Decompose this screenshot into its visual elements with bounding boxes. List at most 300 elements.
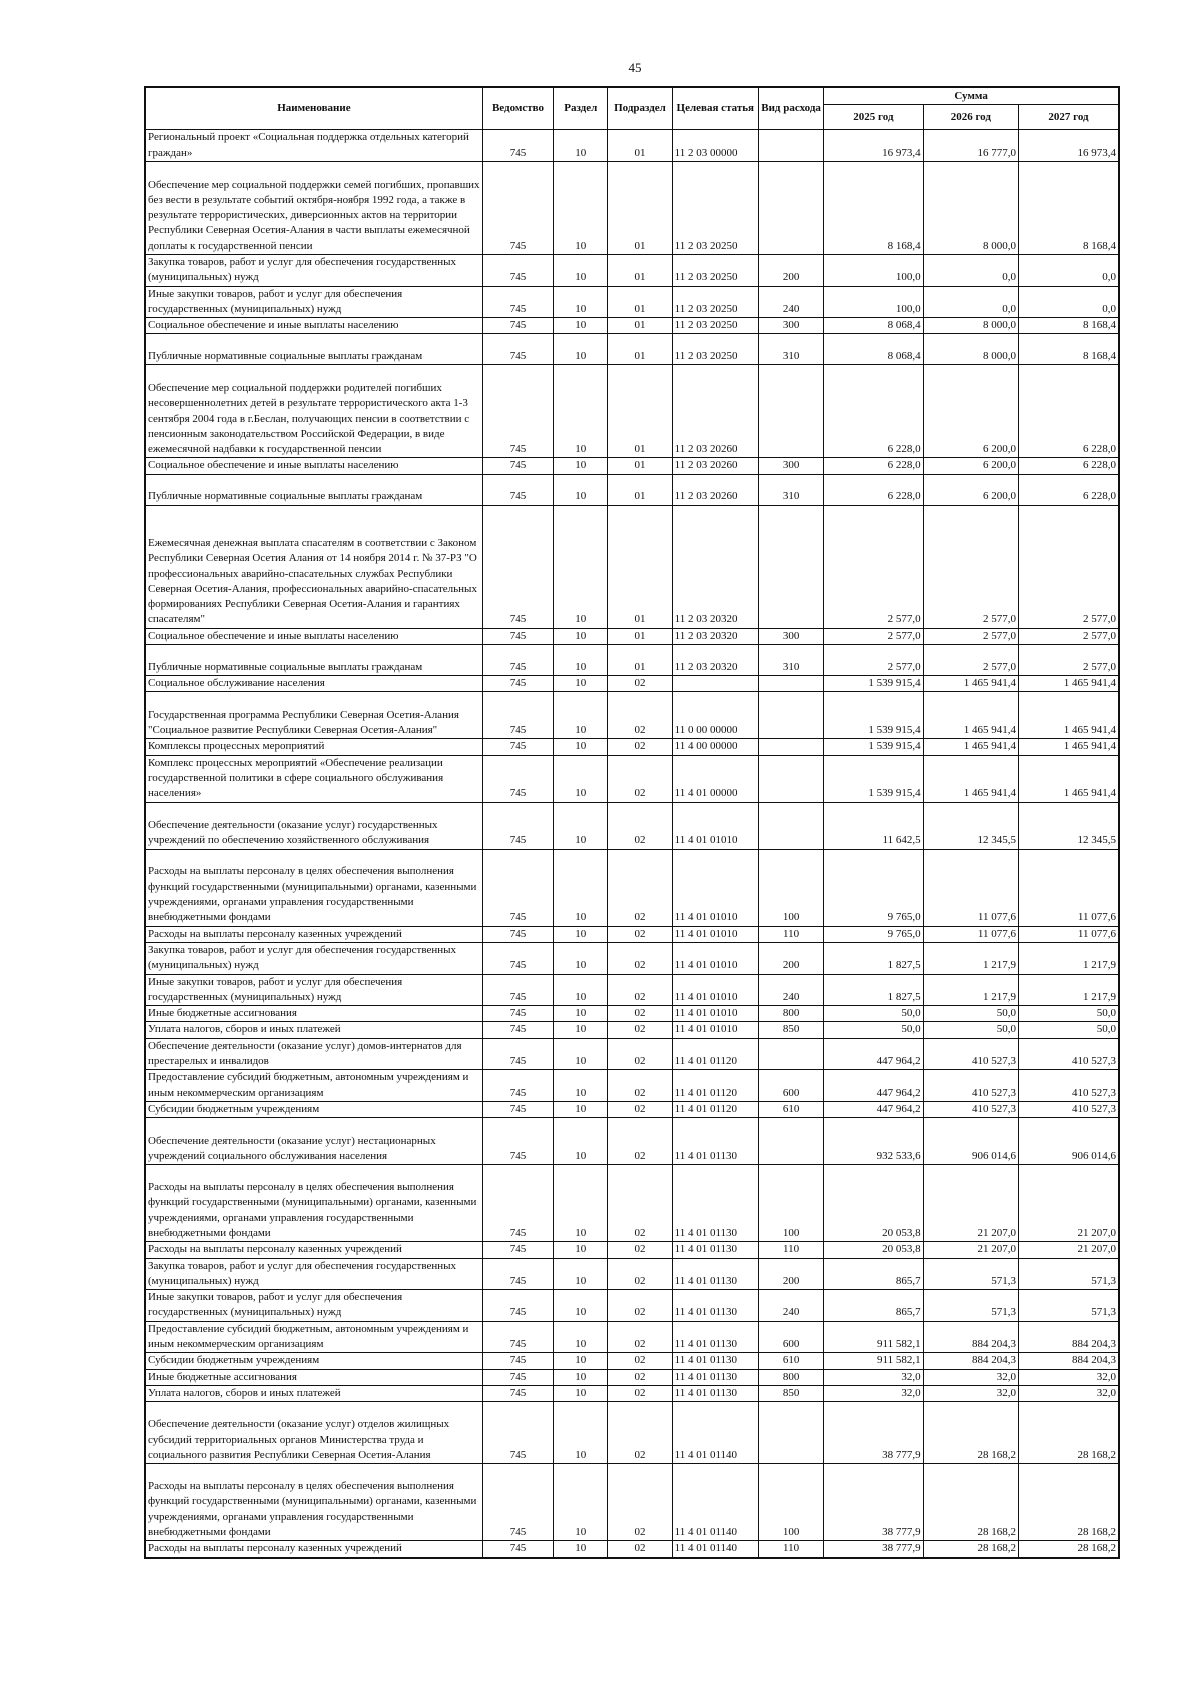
row-name-cell: Предоставление субсидий бюджетным, автономным учреждениям и иным некоммерческим организациям <box>145 1321 482 1353</box>
row-sum-2026-cell: 28 168,2 <box>923 1402 1018 1464</box>
row-razdel-cell: 10 <box>554 318 608 334</box>
row-razdel-cell: 10 <box>554 1101 608 1117</box>
row-sum-2026-cell: 0,0 <box>923 255 1018 287</box>
row-name-cell: Расходы на выплаты персоналу казенных учреждений <box>145 1242 482 1258</box>
row-sum-2027-cell: 21 207,0 <box>1018 1165 1119 1242</box>
row-celevaya-statya-cell: 11 4 01 01130 <box>672 1290 758 1322</box>
row-vedomstvo-cell: 745 <box>482 1006 553 1022</box>
row-celevaya-statya-cell: 11 2 03 20320 <box>672 645 758 676</box>
row-podrazdel-cell: 01 <box>608 365 672 458</box>
row-sum-2025-cell: 865,7 <box>824 1258 923 1290</box>
row-name-cell: Обеспечение мер социальной поддержки семей погибших, пропавших без вести в результате событий октября-ноября 1992 года, а также в результате террористических, диверсионных актов на территории Республики Северная Осетия-Алания в части выплаты ежемесячной доплаты к государственной пенсии <box>145 162 482 255</box>
row-sum-2026-cell: 0,0 <box>923 286 1018 318</box>
row-razdel-cell: 10 <box>554 334 608 365</box>
table-row <box>145 1353 1119 1369</box>
row-sum-2025-cell: 50,0 <box>824 1006 923 1022</box>
row-sum-2026-cell: 6 200,0 <box>923 365 1018 458</box>
row-sum-2025-cell: 447 964,2 <box>824 1070 923 1102</box>
row-vid-rashoda-cell <box>758 505 823 628</box>
row-vid-rashoda-cell <box>758 365 823 458</box>
row-vid-rashoda-cell: 200 <box>758 942 823 974</box>
row-sum-2027-cell: 906 014,6 <box>1018 1118 1119 1165</box>
row-sum-2027-cell: 6 228,0 <box>1018 474 1119 505</box>
row-razdel-cell: 10 <box>554 739 608 755</box>
row-razdel-cell: 10 <box>554 505 608 628</box>
row-sum-2027-cell: 884 204,3 <box>1018 1353 1119 1369</box>
row-vid-rashoda-cell: 600 <box>758 1070 823 1102</box>
row-razdel-cell: 10 <box>554 849 608 926</box>
row-sum-2026-cell: 410 527,3 <box>923 1070 1018 1102</box>
row-sum-2027-cell: 571,3 <box>1018 1258 1119 1290</box>
row-sum-2027-cell: 28 168,2 <box>1018 1541 1119 1558</box>
row-sum-2026-cell: 21 207,0 <box>923 1242 1018 1258</box>
row-sum-2027-cell: 410 527,3 <box>1018 1038 1119 1070</box>
column-header-year-2026: 2026 год <box>923 105 1018 130</box>
row-name-cell: Расходы на выплаты персоналу в целях обеспечения выполнения функций государственными (муниципальными) органами, казенными учреждениями, органами управления государственными внебюджетными фондами <box>145 849 482 926</box>
row-sum-2026-cell: 2 577,0 <box>923 645 1018 676</box>
table-row <box>145 1070 1119 1102</box>
row-celevaya-statya-cell: 11 4 01 01130 <box>672 1258 758 1290</box>
row-sum-2025-cell: 932 533,6 <box>824 1118 923 1165</box>
row-sum-2027-cell: 1 217,9 <box>1018 974 1119 1006</box>
row-razdel-cell: 10 <box>554 286 608 318</box>
row-razdel-cell: 10 <box>554 1369 608 1385</box>
table-row <box>145 1369 1119 1385</box>
row-name-cell: Комплекс процессных мероприятий «Обеспечение реализации государственной политики в сфере социального обслуживания населения» <box>145 755 482 802</box>
row-vedomstvo-cell: 745 <box>482 1101 553 1117</box>
row-podrazdel-cell: 02 <box>608 1258 672 1290</box>
row-celevaya-statya-cell: 11 4 01 01130 <box>672 1369 758 1385</box>
row-name-cell: Публичные нормативные социальные выплаты гражданам <box>145 334 482 365</box>
row-sum-2025-cell: 2 577,0 <box>824 645 923 676</box>
row-sum-2025-cell: 911 582,1 <box>824 1353 923 1369</box>
row-celevaya-statya-cell: 11 4 01 01130 <box>672 1353 758 1369</box>
row-podrazdel-cell: 02 <box>608 942 672 974</box>
row-vid-rashoda-cell: 240 <box>758 286 823 318</box>
row-celevaya-statya-cell: 11 2 03 20260 <box>672 474 758 505</box>
row-celevaya-statya-cell: 11 4 01 01010 <box>672 926 758 942</box>
row-sum-2025-cell: 38 777,9 <box>824 1541 923 1558</box>
row-vid-rashoda-cell <box>758 1402 823 1464</box>
row-vid-rashoda-cell <box>758 755 823 802</box>
row-sum-2026-cell: 11 077,6 <box>923 926 1018 942</box>
row-celevaya-statya-cell: 11 2 03 20250 <box>672 255 758 287</box>
row-sum-2025-cell: 6 228,0 <box>824 458 923 474</box>
row-sum-2026-cell: 50,0 <box>923 1006 1018 1022</box>
row-vid-rashoda-cell: 100 <box>758 849 823 926</box>
table-row <box>145 645 1119 676</box>
row-razdel-cell: 10 <box>554 645 608 676</box>
row-sum-2026-cell: 8 000,0 <box>923 162 1018 255</box>
row-sum-2025-cell: 6 228,0 <box>824 365 923 458</box>
row-sum-2027-cell: 2 577,0 <box>1018 505 1119 628</box>
row-vid-rashoda-cell: 200 <box>758 255 823 287</box>
row-celevaya-statya-cell: 11 4 01 01130 <box>672 1118 758 1165</box>
table-row <box>145 1402 1119 1464</box>
row-razdel-cell: 10 <box>554 1022 608 1038</box>
row-sum-2025-cell: 2 577,0 <box>824 628 923 644</box>
row-podrazdel-cell: 01 <box>608 162 672 255</box>
row-sum-2027-cell: 28 168,2 <box>1018 1402 1119 1464</box>
row-sum-2026-cell: 884 204,3 <box>923 1353 1018 1369</box>
row-razdel-cell: 10 <box>554 458 608 474</box>
row-celevaya-statya-cell: 11 4 01 01010 <box>672 1006 758 1022</box>
row-celevaya-statya-cell <box>672 676 758 692</box>
table-row <box>145 1321 1119 1353</box>
column-header-summa: Сумма <box>824 87 1119 105</box>
row-celevaya-statya-cell: 11 4 01 01010 <box>672 802 758 849</box>
row-name-cell: Публичные нормативные социальные выплаты гражданам <box>145 645 482 676</box>
row-razdel-cell: 10 <box>554 1464 608 1541</box>
row-celevaya-statya-cell: 11 4 01 01120 <box>672 1101 758 1117</box>
row-sum-2026-cell: 571,3 <box>923 1290 1018 1322</box>
row-sum-2026-cell: 32,0 <box>923 1369 1018 1385</box>
row-podrazdel-cell: 01 <box>608 645 672 676</box>
row-podrazdel-cell: 02 <box>608 1118 672 1165</box>
row-vedomstvo-cell: 745 <box>482 926 553 942</box>
row-name-cell: Субсидии бюджетным учреждениям <box>145 1101 482 1117</box>
row-vid-rashoda-cell: 310 <box>758 645 823 676</box>
row-podrazdel-cell: 02 <box>608 1369 672 1385</box>
row-sum-2027-cell: 410 527,3 <box>1018 1101 1119 1117</box>
table-header <box>145 87 1119 130</box>
row-sum-2025-cell: 911 582,1 <box>824 1321 923 1353</box>
row-razdel-cell: 10 <box>554 365 608 458</box>
table-row <box>145 365 1119 458</box>
row-vid-rashoda-cell: 600 <box>758 1321 823 1353</box>
row-name-cell: Иные бюджетные ассигнования <box>145 1006 482 1022</box>
row-sum-2026-cell: 6 200,0 <box>923 474 1018 505</box>
row-sum-2026-cell: 8 000,0 <box>923 334 1018 365</box>
row-vid-rashoda-cell <box>758 739 823 755</box>
row-sum-2026-cell: 410 527,3 <box>923 1038 1018 1070</box>
row-vedomstvo-cell: 745 <box>482 365 553 458</box>
row-sum-2027-cell: 1 217,9 <box>1018 942 1119 974</box>
row-vid-rashoda-cell <box>758 1118 823 1165</box>
row-name-cell: Закупка товаров, работ и услуг для обеспечения государственных (муниципальных) нужд <box>145 1258 482 1290</box>
row-name-cell: Уплата налогов, сборов и иных платежей <box>145 1385 482 1401</box>
row-razdel-cell: 10 <box>554 1541 608 1558</box>
table-row <box>145 286 1119 318</box>
row-razdel-cell: 10 <box>554 755 608 802</box>
row-sum-2026-cell: 2 577,0 <box>923 628 1018 644</box>
row-celevaya-statya-cell: 11 2 03 20250 <box>672 162 758 255</box>
row-vedomstvo-cell: 745 <box>482 458 553 474</box>
row-sum-2025-cell: 1 539 915,4 <box>824 692 923 739</box>
row-sum-2025-cell: 1 539 915,4 <box>824 676 923 692</box>
table-row <box>145 1022 1119 1038</box>
row-vedomstvo-cell: 745 <box>482 162 553 255</box>
row-vedomstvo-cell: 745 <box>482 1290 553 1322</box>
row-celevaya-statya-cell: 11 4 01 01120 <box>672 1070 758 1102</box>
row-razdel-cell: 10 <box>554 926 608 942</box>
row-podrazdel-cell: 01 <box>608 318 672 334</box>
row-podrazdel-cell: 02 <box>608 1006 672 1022</box>
table-row <box>145 474 1119 505</box>
row-razdel-cell: 10 <box>554 474 608 505</box>
row-sum-2027-cell: 8 168,4 <box>1018 162 1119 255</box>
row-vid-rashoda-cell <box>758 130 823 162</box>
row-vid-rashoda-cell: 240 <box>758 1290 823 1322</box>
row-sum-2026-cell: 50,0 <box>923 1022 1018 1038</box>
row-vedomstvo-cell: 745 <box>482 286 553 318</box>
row-sum-2026-cell: 28 168,2 <box>923 1541 1018 1558</box>
row-celevaya-statya-cell: 11 4 01 01130 <box>672 1385 758 1401</box>
row-sum-2025-cell: 38 777,9 <box>824 1464 923 1541</box>
row-vid-rashoda-cell: 300 <box>758 318 823 334</box>
row-vid-rashoda-cell: 110 <box>758 1541 823 1558</box>
row-podrazdel-cell: 02 <box>608 1038 672 1070</box>
row-sum-2026-cell: 32,0 <box>923 1385 1018 1401</box>
row-vedomstvo-cell: 745 <box>482 1070 553 1102</box>
table-row <box>145 1464 1119 1541</box>
row-sum-2025-cell: 1 827,5 <box>824 974 923 1006</box>
row-razdel-cell: 10 <box>554 1118 608 1165</box>
row-vid-rashoda-cell <box>758 676 823 692</box>
table-row <box>145 676 1119 692</box>
row-podrazdel-cell: 02 <box>608 1541 672 1558</box>
row-vedomstvo-cell: 745 <box>482 974 553 1006</box>
row-podrazdel-cell: 01 <box>608 505 672 628</box>
row-vid-rashoda-cell: 850 <box>758 1385 823 1401</box>
row-celevaya-statya-cell: 11 4 01 01130 <box>672 1165 758 1242</box>
row-podrazdel-cell: 01 <box>608 334 672 365</box>
row-name-cell: Комплексы процессных мероприятий <box>145 739 482 755</box>
row-sum-2026-cell: 884 204,3 <box>923 1321 1018 1353</box>
row-vedomstvo-cell: 745 <box>482 130 553 162</box>
row-sum-2027-cell: 2 577,0 <box>1018 645 1119 676</box>
row-sum-2025-cell: 447 964,2 <box>824 1038 923 1070</box>
table-row <box>145 1385 1119 1401</box>
row-sum-2026-cell: 1 217,9 <box>923 942 1018 974</box>
row-name-cell: Обеспечение деятельности (оказание услуг) нестационарных учреждений социального обслуживания населения <box>145 1118 482 1165</box>
row-vedomstvo-cell: 745 <box>482 1242 553 1258</box>
row-sum-2027-cell: 32,0 <box>1018 1369 1119 1385</box>
row-name-cell: Расходы на выплаты персоналу в целях обеспечения выполнения функций государственными (муниципальными) органами, казенными учреждениями, органами управления государственными внебюджетными фондами <box>145 1464 482 1541</box>
table-row <box>145 318 1119 334</box>
row-celevaya-statya-cell: 11 2 03 20260 <box>672 365 758 458</box>
table-row <box>145 1118 1119 1165</box>
row-vedomstvo-cell: 745 <box>482 802 553 849</box>
row-sum-2027-cell: 28 168,2 <box>1018 1464 1119 1541</box>
row-podrazdel-cell: 02 <box>608 739 672 755</box>
row-sum-2027-cell: 1 465 941,4 <box>1018 676 1119 692</box>
row-sum-2025-cell: 8 068,4 <box>824 334 923 365</box>
row-vedomstvo-cell: 745 <box>482 474 553 505</box>
column-header-name: Наименование <box>145 87 482 130</box>
row-celevaya-statya-cell: 11 4 00 00000 <box>672 739 758 755</box>
row-vid-rashoda-cell: 200 <box>758 1258 823 1290</box>
row-vedomstvo-cell: 745 <box>482 645 553 676</box>
row-podrazdel-cell: 02 <box>608 1464 672 1541</box>
row-sum-2026-cell: 1 465 941,4 <box>923 692 1018 739</box>
row-name-cell: Субсидии бюджетным учреждениям <box>145 1353 482 1369</box>
row-podrazdel-cell: 02 <box>608 755 672 802</box>
table-row <box>145 1006 1119 1022</box>
table-row <box>145 849 1119 926</box>
row-sum-2026-cell: 28 168,2 <box>923 1464 1018 1541</box>
row-sum-2026-cell: 1 465 941,4 <box>923 739 1018 755</box>
row-sum-2027-cell: 12 345,5 <box>1018 802 1119 849</box>
row-name-cell: Ежемесячная денежная выплата спасателям в соответствии с Законом Республики Северная Осетия Алания от 14 ноября 2014 г. № 37-РЗ "О профессиональных аварийно-спасательных службах Республики Северная Осетия-Алания, профессиональных аварийно-спасательных формированиях Республики Северная Осетия-Алания и гарантиях спасателям" <box>145 505 482 628</box>
table-row <box>145 942 1119 974</box>
row-sum-2027-cell: 8 168,4 <box>1018 334 1119 365</box>
row-podrazdel-cell: 02 <box>608 849 672 926</box>
row-sum-2027-cell: 8 168,4 <box>1018 318 1119 334</box>
row-podrazdel-cell: 02 <box>608 1165 672 1242</box>
row-sum-2027-cell: 11 077,6 <box>1018 849 1119 926</box>
row-vid-rashoda-cell <box>758 1038 823 1070</box>
row-sum-2027-cell: 1 465 941,4 <box>1018 755 1119 802</box>
row-vedomstvo-cell: 745 <box>482 255 553 287</box>
row-name-cell: Закупка товаров, работ и услуг для обеспечения государственных (муниципальных) нужд <box>145 942 482 974</box>
column-header-podrazdel: Подраздел <box>608 87 672 130</box>
row-razdel-cell: 10 <box>554 676 608 692</box>
row-podrazdel-cell: 01 <box>608 628 672 644</box>
row-vid-rashoda-cell <box>758 802 823 849</box>
table-row <box>145 162 1119 255</box>
row-vedomstvo-cell: 745 <box>482 1385 553 1401</box>
row-sum-2025-cell: 16 973,4 <box>824 130 923 162</box>
row-razdel-cell: 10 <box>554 1038 608 1070</box>
row-celevaya-statya-cell: 11 4 01 00000 <box>672 755 758 802</box>
row-sum-2025-cell: 9 765,0 <box>824 926 923 942</box>
row-celevaya-statya-cell: 11 4 01 01010 <box>672 942 758 974</box>
column-header-vedomstvo: Ведомство <box>482 87 553 130</box>
row-sum-2026-cell: 16 777,0 <box>923 130 1018 162</box>
row-celevaya-statya-cell: 11 4 01 01130 <box>672 1242 758 1258</box>
row-vid-rashoda-cell: 800 <box>758 1006 823 1022</box>
table-row <box>145 1165 1119 1242</box>
row-sum-2026-cell: 1 465 941,4 <box>923 676 1018 692</box>
row-razdel-cell: 10 <box>554 628 608 644</box>
row-razdel-cell: 10 <box>554 1165 608 1242</box>
row-celevaya-statya-cell: 11 4 01 01010 <box>672 974 758 1006</box>
row-razdel-cell: 10 <box>554 1402 608 1464</box>
row-vedomstvo-cell: 745 <box>482 1541 553 1558</box>
row-sum-2027-cell: 11 077,6 <box>1018 926 1119 942</box>
row-podrazdel-cell: 02 <box>608 974 672 1006</box>
row-sum-2026-cell: 6 200,0 <box>923 458 1018 474</box>
row-celevaya-statya-cell: 11 2 03 00000 <box>672 130 758 162</box>
row-sum-2025-cell: 100,0 <box>824 286 923 318</box>
row-sum-2025-cell: 8 168,4 <box>824 162 923 255</box>
column-header-vid-rashoda: Вид расхода <box>758 87 823 130</box>
row-vedomstvo-cell: 745 <box>482 505 553 628</box>
row-razdel-cell: 10 <box>554 255 608 287</box>
row-vid-rashoda-cell: 850 <box>758 1022 823 1038</box>
row-celevaya-statya-cell: 11 2 03 20250 <box>672 334 758 365</box>
row-sum-2025-cell: 865,7 <box>824 1290 923 1322</box>
row-podrazdel-cell: 01 <box>608 130 672 162</box>
row-sum-2025-cell: 2 577,0 <box>824 505 923 628</box>
row-vedomstvo-cell: 745 <box>482 1258 553 1290</box>
row-sum-2025-cell: 1 827,5 <box>824 942 923 974</box>
row-podrazdel-cell: 02 <box>608 1101 672 1117</box>
page-number: 45 <box>628 60 642 75</box>
table-row <box>145 974 1119 1006</box>
row-celevaya-statya-cell: 11 4 01 01140 <box>672 1464 758 1541</box>
row-vedomstvo-cell: 745 <box>482 755 553 802</box>
column-header-year-2027: 2027 год <box>1018 105 1119 130</box>
row-podrazdel-cell: 01 <box>608 255 672 287</box>
row-celevaya-statya-cell: 11 4 01 01010 <box>672 1022 758 1038</box>
row-razdel-cell: 10 <box>554 692 608 739</box>
column-header-celevaya-statya: Целевая статья <box>672 87 758 130</box>
row-sum-2026-cell: 1 465 941,4 <box>923 755 1018 802</box>
row-podrazdel-cell: 01 <box>608 286 672 318</box>
table-row <box>145 628 1119 644</box>
table-body <box>145 130 1119 1558</box>
row-sum-2026-cell: 12 345,5 <box>923 802 1018 849</box>
row-sum-2027-cell: 1 465 941,4 <box>1018 739 1119 755</box>
table-row <box>145 505 1119 628</box>
row-sum-2027-cell: 16 973,4 <box>1018 130 1119 162</box>
row-vid-rashoda-cell: 610 <box>758 1101 823 1117</box>
row-razdel-cell: 10 <box>554 974 608 1006</box>
row-sum-2026-cell: 8 000,0 <box>923 318 1018 334</box>
row-celevaya-statya-cell: 11 4 01 01140 <box>672 1402 758 1464</box>
row-sum-2025-cell: 9 765,0 <box>824 849 923 926</box>
row-sum-2025-cell: 32,0 <box>824 1369 923 1385</box>
row-vid-rashoda-cell <box>758 692 823 739</box>
row-sum-2025-cell: 1 539 915,4 <box>824 739 923 755</box>
row-sum-2025-cell: 20 053,8 <box>824 1165 923 1242</box>
row-name-cell: Социальное обслуживание населения <box>145 676 482 692</box>
table-row <box>145 926 1119 942</box>
row-vedomstvo-cell: 745 <box>482 1022 553 1038</box>
row-sum-2025-cell: 100,0 <box>824 255 923 287</box>
row-sum-2026-cell: 571,3 <box>923 1258 1018 1290</box>
row-vedomstvo-cell: 745 <box>482 739 553 755</box>
row-razdel-cell: 10 <box>554 1258 608 1290</box>
table-row <box>145 1242 1119 1258</box>
row-podrazdel-cell: 02 <box>608 1353 672 1369</box>
row-podrazdel-cell: 02 <box>608 1321 672 1353</box>
row-vid-rashoda-cell: 310 <box>758 334 823 365</box>
row-vedomstvo-cell: 745 <box>482 1321 553 1353</box>
row-sum-2027-cell: 50,0 <box>1018 1022 1119 1038</box>
row-sum-2027-cell: 1 465 941,4 <box>1018 692 1119 739</box>
row-razdel-cell: 10 <box>554 1070 608 1102</box>
row-vid-rashoda-cell: 110 <box>758 1242 823 1258</box>
row-vid-rashoda-cell <box>758 162 823 255</box>
row-razdel-cell: 10 <box>554 1006 608 1022</box>
row-sum-2025-cell: 447 964,2 <box>824 1101 923 1117</box>
row-name-cell: Расходы на выплаты персоналу в целях обеспечения выполнения функций государственными (муниципальными) органами, казенными учреждениями, органами управления государственными внебюджетными фондами <box>145 1165 482 1242</box>
row-vid-rashoda-cell: 310 <box>758 474 823 505</box>
budget-table <box>144 86 1120 1559</box>
row-podrazdel-cell: 02 <box>608 1290 672 1322</box>
row-podrazdel-cell: 02 <box>608 1385 672 1401</box>
row-sum-2027-cell: 2 577,0 <box>1018 628 1119 644</box>
row-podrazdel-cell: 02 <box>608 676 672 692</box>
row-sum-2026-cell: 410 527,3 <box>923 1101 1018 1117</box>
row-name-cell: Расходы на выплаты персоналу казенных учреждений <box>145 926 482 942</box>
row-podrazdel-cell: 02 <box>608 1070 672 1102</box>
row-celevaya-statya-cell: 11 2 03 20250 <box>672 286 758 318</box>
row-vid-rashoda-cell: 100 <box>758 1464 823 1541</box>
row-sum-2025-cell: 6 228,0 <box>824 474 923 505</box>
row-name-cell: Расходы на выплаты персоналу казенных учреждений <box>145 1541 482 1558</box>
row-vedomstvo-cell: 745 <box>482 334 553 365</box>
row-vedomstvo-cell: 745 <box>482 676 553 692</box>
row-name-cell: Иные бюджетные ассигнования <box>145 1369 482 1385</box>
row-vedomstvo-cell: 745 <box>482 1165 553 1242</box>
row-name-cell: Социальное обеспечение и иные выплаты населению <box>145 318 482 334</box>
row-sum-2025-cell: 38 777,9 <box>824 1402 923 1464</box>
row-celevaya-statya-cell: 11 4 01 01140 <box>672 1541 758 1558</box>
